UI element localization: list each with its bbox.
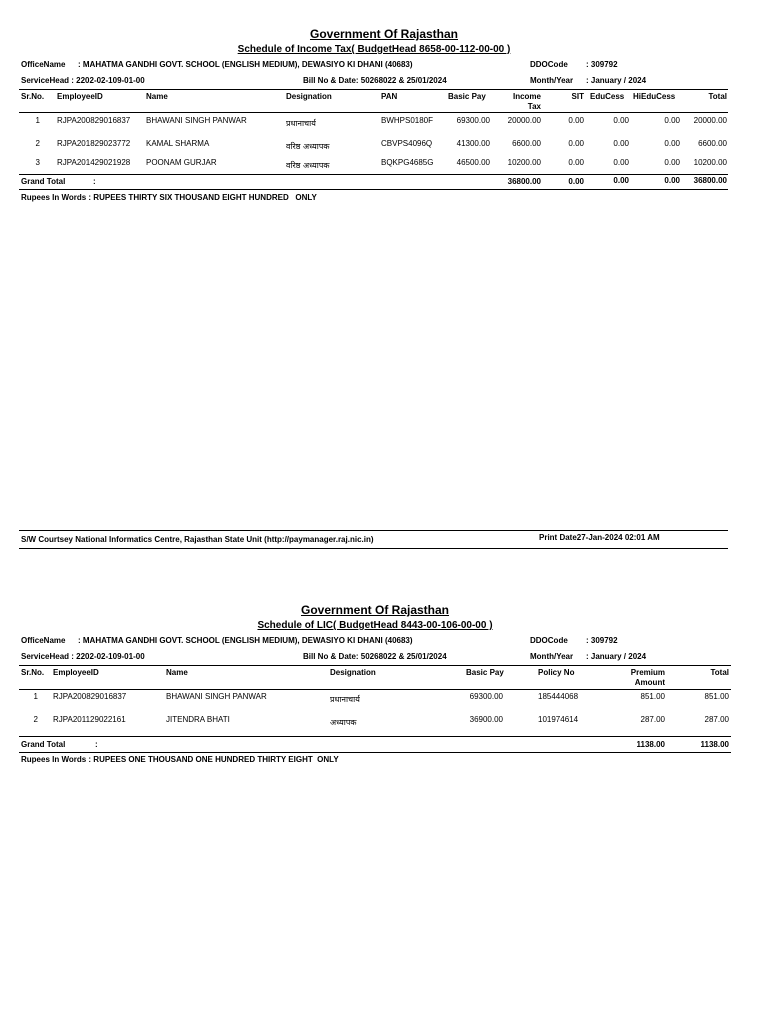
header-educess: EduCess <box>590 92 625 101</box>
header-premium-2: Amount <box>634 678 665 687</box>
row-policy-no: 185444068 <box>538 692 579 701</box>
ddo-value: : 309792 <box>586 636 618 645</box>
row-premium: 851.00 <box>640 692 665 701</box>
header-srno: Sr.No. <box>21 92 45 101</box>
header-income-tax-1: Income <box>512 92 541 101</box>
row-income-tax: 10200.00 <box>507 158 541 167</box>
row-pan: BQKPG4685G <box>381 158 434 167</box>
row-name: JITENDRA BHATI <box>166 715 230 724</box>
header-hieducess: HiEduCess <box>633 92 676 101</box>
row-hieducess: 0.00 <box>664 158 680 167</box>
header-srno: Sr.No. <box>21 668 45 677</box>
row-income-tax: 6600.00 <box>512 139 541 148</box>
header-designation: Designation <box>330 668 376 677</box>
header-name: Name <box>146 92 168 101</box>
month-year-label: Month/Year <box>530 652 574 661</box>
row-pan: BWHPS0180F <box>381 116 434 125</box>
page-title: Government Of Rajasthan <box>300 603 450 617</box>
month-year-value: : January / 2024 <box>586 76 647 85</box>
month-year-value: : January / 2024 <box>586 652 647 661</box>
courtesy-text: S/W Courtsey National Informatics Centre, Rajasthan State Unit (http://paymanager.raj.nic.in) <box>21 535 374 544</box>
ddo-value: : 309792 <box>586 60 618 69</box>
row-empid: RJPA200829016837 <box>57 116 131 125</box>
row-hieducess: 0.00 <box>664 139 680 148</box>
header-pan: PAN <box>381 92 398 101</box>
header-basic-pay: Basic Pay <box>448 92 486 101</box>
row-empid: RJPA201129022161 <box>53 715 126 724</box>
header-basic-pay: Basic Pay <box>466 668 504 677</box>
grand-total-sit: 0.00 <box>568 177 584 186</box>
row-policy-no: 101974614 <box>538 715 579 724</box>
header-policy-no: Policy No <box>538 668 575 677</box>
row-designation: प्रधानाचार्य <box>330 695 360 704</box>
row-empid: RJPA201829023772 <box>57 139 131 148</box>
office-label: OfficeName <box>21 636 66 645</box>
row-name: BHAWANI SINGH PANWAR <box>146 116 247 125</box>
header-income-tax-2: Tax <box>527 102 541 111</box>
row-hieducess: 0.00 <box>664 116 680 125</box>
rupees-in-words: Rupees In Words : RUPEES ONE THOUSAND ONE HUNDRED THIRTY EIGHT ONLY <box>21 755 339 764</box>
bill-no: Bill No & Date: 50268022 & 25/01/2024 <box>303 76 447 85</box>
ddo-label: DDOCode <box>530 636 568 645</box>
month-year-label: Month/Year <box>530 76 574 85</box>
row-total: 6600.00 <box>698 139 727 148</box>
service-head: ServiceHead : 2202-02-109-01-00 <box>21 652 145 661</box>
row-name: KAMAL SHARMA <box>146 139 210 148</box>
row-designation: प्रधानाचार्य <box>286 119 316 128</box>
header-empid: EmployeeID <box>57 92 103 101</box>
row-srno: 3 <box>35 158 40 167</box>
grand-total-premium: 1138.00 <box>636 740 665 749</box>
bill-no: Bill No & Date: 50268022 & 25/01/2024 <box>303 652 447 661</box>
header-total: Total <box>708 92 727 101</box>
row-designation: अध्यापक <box>330 718 357 727</box>
row-name: BHAWANI SINGH PANWAR <box>166 692 267 701</box>
row-income-tax: 20000.00 <box>507 116 541 125</box>
row-basic-pay: 36900.00 <box>469 715 503 724</box>
office-label: OfficeName <box>21 60 66 69</box>
row-designation: वरिष्ठ अध्यापक <box>286 161 330 170</box>
row-premium: 287.00 <box>640 715 665 724</box>
row-sit: 0.00 <box>568 158 584 167</box>
row-total: 20000.00 <box>693 116 727 125</box>
grand-total-colon: : <box>95 740 98 749</box>
row-basic-pay: 41300.00 <box>456 139 490 148</box>
header-designation: Designation <box>286 92 332 101</box>
row-sit: 0.00 <box>568 116 584 125</box>
grand-total-label: Grand Total <box>21 740 66 749</box>
header-total: Total <box>710 668 729 677</box>
row-srno: 2 <box>35 139 40 148</box>
page-title: Government Of Rajasthan <box>309 27 459 41</box>
row-total: 287.00 <box>704 715 729 724</box>
header-sit: SIT <box>571 92 584 101</box>
grand-total-educess: 0.00 <box>613 176 629 185</box>
schedule-title: Schedule of Income Tax( BudgetHead 8658-00-112-00-00 ) <box>237 44 511 55</box>
row-educess: 0.00 <box>613 158 629 167</box>
row-srno: 2 <box>33 715 38 724</box>
grand-total-label: Grand Total <box>21 177 66 186</box>
row-name: POONAM GURJAR <box>146 158 217 167</box>
row-educess: 0.00 <box>613 139 629 148</box>
row-basic-pay: 46500.00 <box>456 158 490 167</box>
row-educess: 0.00 <box>613 116 629 125</box>
row-total: 10200.00 <box>693 158 727 167</box>
rupees-in-words: Rupees In Words : RUPEES THIRTY SIX THOUSAND EIGHT HUNDRED ONLY <box>21 193 317 202</box>
header-empid: EmployeeID <box>53 668 99 677</box>
row-sit: 0.00 <box>568 139 584 148</box>
office-value: : MAHATMA GANDHI GOVT. SCHOOL (ENGLISH MEDIUM), DEWASIYO KI DHANI (40683) <box>78 636 413 645</box>
print-date: Print Date27-Jan-2024 02:01 AM <box>539 533 660 542</box>
grand-total-total: 1138.00 <box>700 740 729 749</box>
header-premium-1: Premium <box>630 668 665 677</box>
grand-total-hieducess: 0.00 <box>664 176 680 185</box>
service-head: ServiceHead : 2202-02-109-01-00 <box>21 76 145 85</box>
row-empid: RJPA200829016837 <box>53 692 127 701</box>
row-pan: CBVPS4096Q <box>381 139 433 148</box>
office-value: : MAHATMA GANDHI GOVT. SCHOOL (ENGLISH MEDIUM), DEWASIYO KI DHANI (40683) <box>78 60 413 69</box>
schedule-title: Schedule of LIC( BudgetHead 8443-00-106-00-00 ) <box>257 620 493 631</box>
row-designation: वरिष्ठ अध्यापक <box>286 142 330 151</box>
grand-total-total: 36800.00 <box>693 176 727 185</box>
ddo-label: DDOCode <box>530 60 568 69</box>
row-basic-pay: 69300.00 <box>456 116 490 125</box>
row-srno: 1 <box>35 116 40 125</box>
grand-total-colon: : <box>93 177 96 186</box>
row-srno: 1 <box>33 692 38 701</box>
row-total: 851.00 <box>704 692 729 701</box>
grand-total-income-tax: 36800.00 <box>507 177 541 186</box>
row-basic-pay: 69300.00 <box>469 692 503 701</box>
header-name: Name <box>166 668 188 677</box>
row-empid: RJPA201429021928 <box>57 158 131 167</box>
